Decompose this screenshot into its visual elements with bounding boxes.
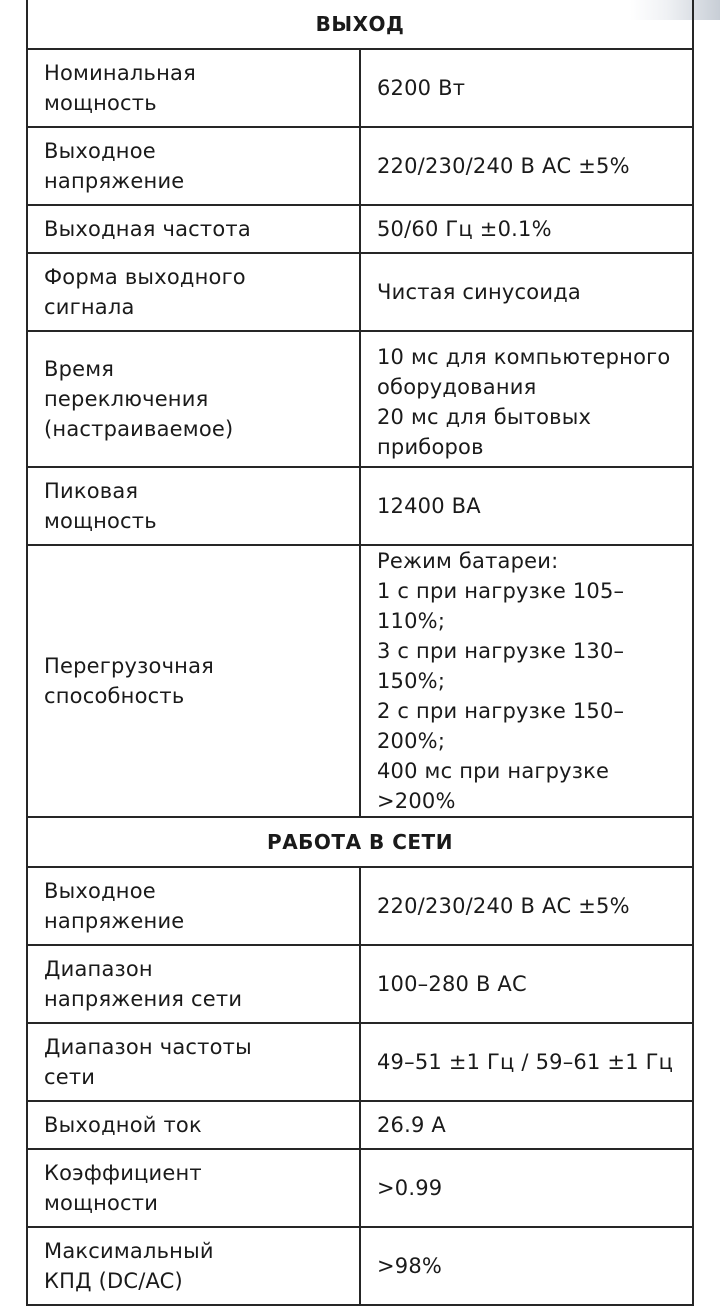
spec-label: Максимальный КПД (DC/AC) (27, 1227, 360, 1305)
spec-label: Выходное напряжение (27, 867, 360, 945)
table-row (27, 127, 693, 205)
table-row (27, 545, 693, 817)
spec-value: >0.99 (360, 1149, 693, 1227)
spec-label: Выходной ток (27, 1101, 360, 1149)
spec-value: 26.9 А (360, 1101, 693, 1149)
spec-table (26, 0, 694, 1306)
spec-label: Форма выходного сигнала (27, 253, 360, 331)
table-row (27, 1149, 693, 1227)
section-title: РАБОТА В СЕТИ (27, 817, 693, 867)
spec-value: 220/230/240 В АС ±5% (360, 127, 693, 205)
table-row (27, 945, 693, 1023)
section-header-row (27, 0, 693, 49)
spec-label: Пиковая мощность (27, 467, 360, 545)
spec-label: Диапазон частоты сети (27, 1023, 360, 1101)
table-row (27, 205, 693, 253)
spec-value: 220/230/240 В АС ±5% (360, 867, 693, 945)
spec-value: 10 мс для компьютерного оборудования 20 мс для бытовых приборов (360, 331, 693, 467)
table-row (27, 331, 693, 467)
table-row (27, 1023, 693, 1101)
spec-value: 100–280 В АС (360, 945, 693, 1023)
table-row (27, 1227, 693, 1305)
section-title: ВЫХОД (27, 0, 693, 49)
spec-value: Режим батареи: 1 с при нагрузке 105–110%; 3 с при нагрузке 130–150%; 2 с при нагрузке 150–200%; 400 мс при нагрузке >200% (360, 545, 693, 817)
spec-label: Коэффициент мощности (27, 1149, 360, 1227)
table-row (27, 867, 693, 945)
table-row (27, 467, 693, 545)
spec-value: 6200 Вт (360, 49, 693, 127)
table-row (27, 49, 693, 127)
spec-value: 49–51 ±1 Гц / 59–61 ±1 Гц (360, 1023, 693, 1101)
spec-label: Выходная частота (27, 205, 360, 253)
table-row (27, 1101, 693, 1149)
section-header-row (27, 817, 693, 867)
table-row (27, 253, 693, 331)
spec-label: Перегрузочная способность (27, 545, 360, 817)
spec-value: >98% (360, 1227, 693, 1305)
spec-label: Выходное напряжение (27, 127, 360, 205)
spec-value: 12400 ВА (360, 467, 693, 545)
spec-label: Номинальная мощность (27, 49, 360, 127)
spec-label: Диапазон напряжения сети (27, 945, 360, 1023)
spec-label: Время переключения (настраиваемое) (27, 331, 360, 467)
spec-value: Чистая синусоида (360, 253, 693, 331)
spec-value: 50/60 Гц ±0.1% (360, 205, 693, 253)
